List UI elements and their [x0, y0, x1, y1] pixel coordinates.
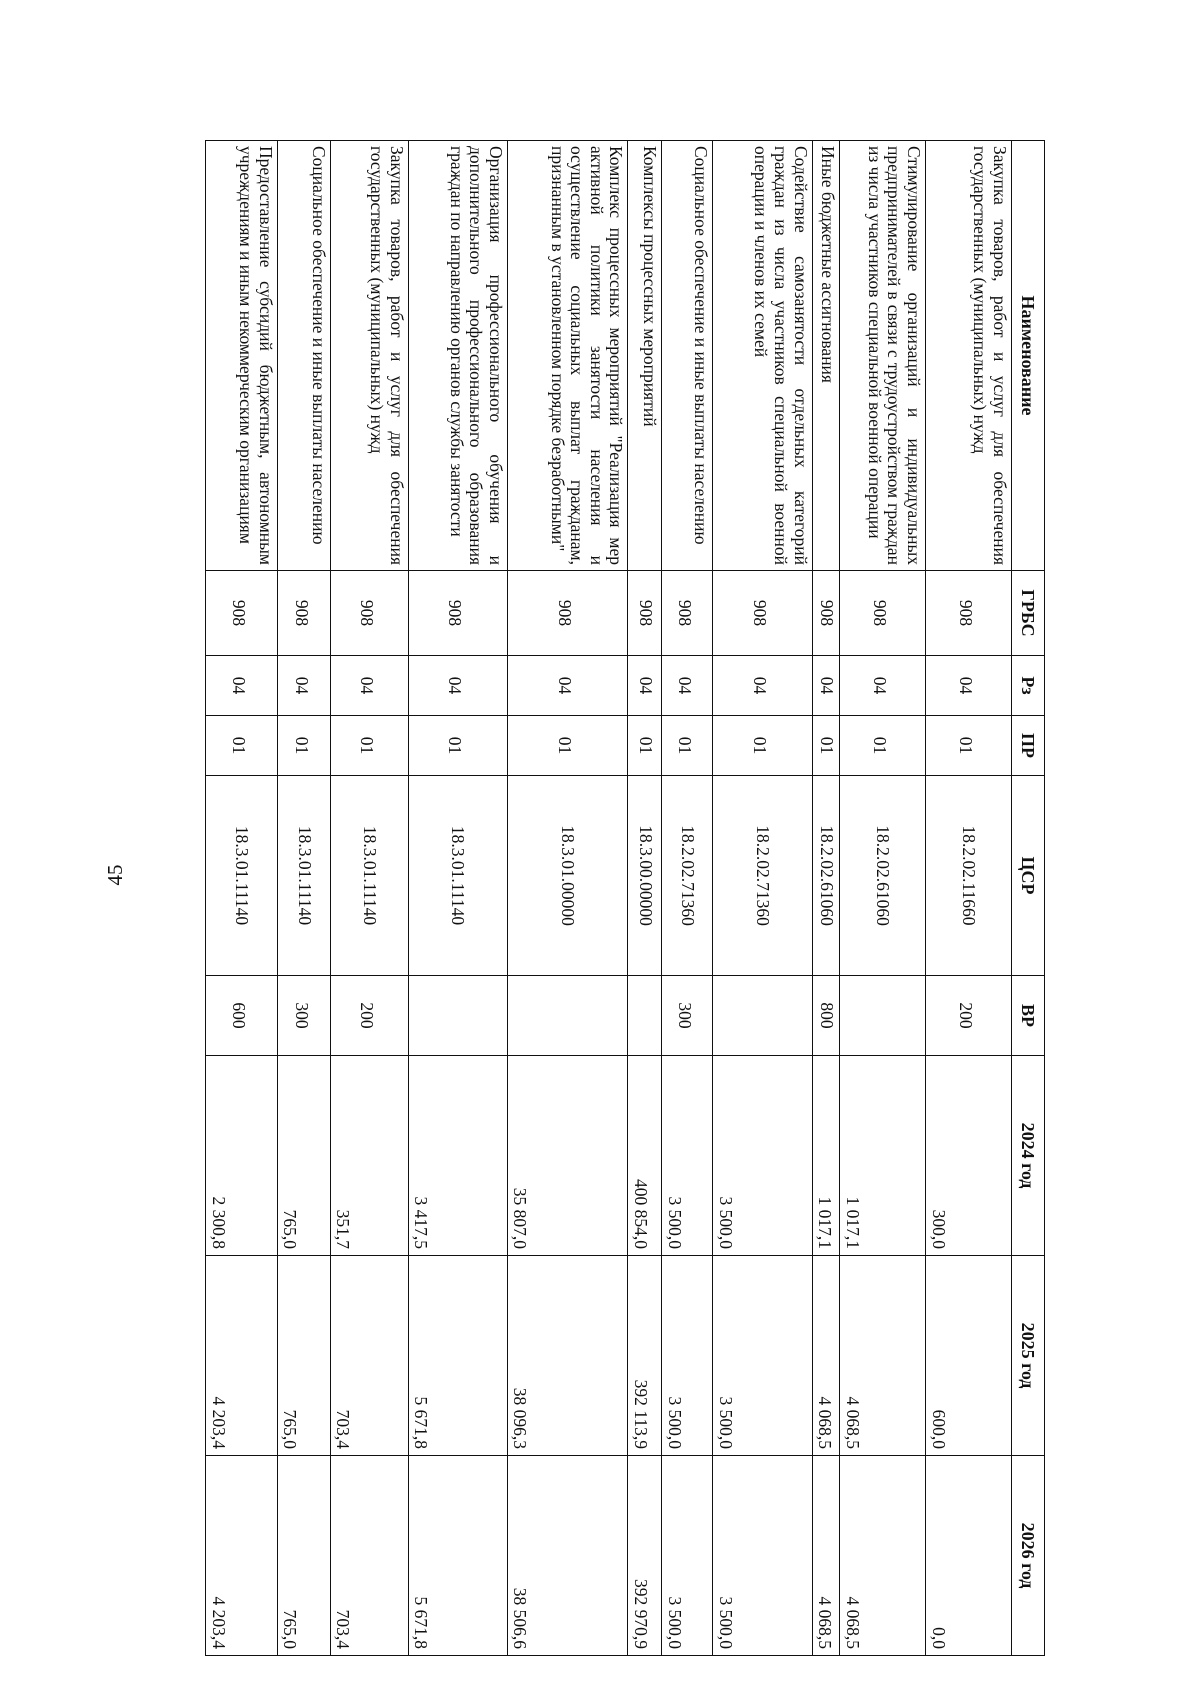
cell-pr: 01	[926, 716, 1012, 776]
cell-grbs: 908	[840, 571, 926, 656]
cell-rz: 04	[628, 656, 662, 716]
cell-2025: 38 096,3	[507, 1256, 628, 1456]
cell-pr: 01	[408, 716, 507, 776]
cell-2024: 400 854,0	[628, 1056, 662, 1256]
cell-name: Социальное обеспечение и иные выплаты населению	[662, 141, 713, 571]
cell-2026: 392 970,9	[628, 1456, 662, 1656]
cell-2026: 765,0	[277, 1456, 330, 1656]
cell-2026: 4 068,5	[840, 1456, 926, 1656]
cell-name: Содействие самозанятости отдельных категорий граждан из числа участников специальной военной операции и членов их семей	[713, 141, 812, 571]
header-name: Наименование	[1012, 141, 1045, 571]
cell-grbs: 908	[713, 571, 812, 656]
cell-csr: 18.3.01.00000	[507, 776, 628, 976]
cell-2025: 392 113,9	[628, 1256, 662, 1456]
table-row	[840, 141, 926, 1656]
cell-csr: 18.2.02.71360	[713, 776, 812, 976]
cell-grbs: 908	[662, 571, 713, 656]
header-csr: ЦСР	[1012, 776, 1045, 976]
table-row	[812, 141, 840, 1656]
rotated-table-container	[205, 140, 1045, 1655]
cell-name: Предоставление субсидий бюджетным, автономным учреждениям и иным некоммерческим организациям	[206, 141, 278, 571]
cell-grbs: 908	[206, 571, 278, 656]
cell-vr	[713, 976, 812, 1056]
cell-vr	[628, 976, 662, 1056]
cell-name: Иные бюджетные ассигнования	[812, 141, 840, 571]
table-row	[277, 141, 330, 1656]
cell-rz: 04	[408, 656, 507, 716]
cell-csr: 18.2.02.61060	[812, 776, 840, 976]
cell-2024: 351,7	[330, 1056, 408, 1256]
header-grbs: ГРБС	[1012, 571, 1045, 656]
cell-2026: 38 506,6	[507, 1456, 628, 1656]
cell-2026: 4 203,4	[206, 1456, 278, 1656]
cell-pr: 01	[812, 716, 840, 776]
cell-rz: 04	[330, 656, 408, 716]
header-2025: 2025 год	[1012, 1256, 1045, 1456]
cell-rz: 04	[812, 656, 840, 716]
cell-vr: 200	[330, 976, 408, 1056]
cell-vr: 200	[926, 976, 1012, 1056]
cell-rz: 04	[507, 656, 628, 716]
cell-pr: 01	[628, 716, 662, 776]
header-rz: Рз	[1012, 656, 1045, 716]
cell-2024: 300,0	[926, 1056, 1012, 1256]
cell-vr	[408, 976, 507, 1056]
cell-csr: 18.3.01.11140	[206, 776, 278, 976]
cell-2025: 703,4	[330, 1256, 408, 1456]
cell-rz: 04	[713, 656, 812, 716]
cell-2025: 600,0	[926, 1256, 1012, 1456]
table-row	[713, 141, 812, 1656]
cell-2024: 1 017,1	[840, 1056, 926, 1256]
cell-vr	[507, 976, 628, 1056]
table-row	[408, 141, 507, 1656]
cell-name: Социальное обеспечение и иные выплаты населению	[277, 141, 330, 571]
cell-rz: 04	[277, 656, 330, 716]
cell-rz: 04	[926, 656, 1012, 716]
cell-2025: 5 671,8	[408, 1256, 507, 1456]
cell-rz: 04	[840, 656, 926, 716]
header-2024: 2024 год	[1012, 1056, 1045, 1256]
cell-grbs: 908	[628, 571, 662, 656]
cell-name: Стимулирование организаций и индивидуальных предпринимателей в связи с трудоустройством граждан из числа участников специальной военной операции	[840, 141, 926, 571]
cell-csr: 18.2.02.61060	[840, 776, 926, 976]
header-pr: ПР	[1012, 716, 1045, 776]
cell-pr: 01	[330, 716, 408, 776]
table-row	[662, 141, 713, 1656]
cell-grbs: 908	[812, 571, 840, 656]
cell-csr: 18.3.01.11140	[277, 776, 330, 976]
cell-pr: 01	[662, 716, 713, 776]
cell-2024: 35 807,0	[507, 1056, 628, 1256]
cell-2024: 2 300,8	[206, 1056, 278, 1256]
cell-2025: 4 068,5	[840, 1256, 926, 1456]
cell-vr: 800	[812, 976, 840, 1056]
cell-2024: 3 417,5	[408, 1056, 507, 1256]
cell-vr: 300	[277, 976, 330, 1056]
cell-2025: 3 500,0	[713, 1256, 812, 1456]
cell-pr: 01	[277, 716, 330, 776]
cell-vr: 300	[662, 976, 713, 1056]
cell-2026: 0,0	[926, 1456, 1012, 1656]
cell-csr: 18.2.02.71360	[662, 776, 713, 976]
cell-csr: 18.3.00.00000	[628, 776, 662, 976]
cell-name: Комплекс процессных мероприятий "Реализация мер активной политики занятости населения и осуществление социальных выплат гражданам, признанным в установленном порядке безработными"	[507, 141, 628, 571]
cell-2025: 4 203,4	[206, 1256, 278, 1456]
cell-grbs: 908	[408, 571, 507, 656]
cell-rz: 04	[662, 656, 713, 716]
cell-2025: 765,0	[277, 1256, 330, 1456]
cell-name: Организация профессионального обучения и дополнительного профессионального образования граждан по направлению органов службы занятости	[408, 141, 507, 571]
table-header-row	[1012, 141, 1045, 1656]
table-row	[628, 141, 662, 1656]
cell-2025: 4 068,5	[812, 1256, 840, 1456]
cell-2024: 765,0	[277, 1056, 330, 1256]
table-row	[206, 141, 278, 1656]
cell-csr: 18.3.01.11140	[330, 776, 408, 976]
cell-2026: 4 068,5	[812, 1456, 840, 1656]
table-row	[330, 141, 408, 1656]
cell-2026: 5 671,8	[408, 1456, 507, 1656]
cell-2024: 3 500,0	[713, 1056, 812, 1256]
cell-vr: 600	[206, 976, 278, 1056]
cell-vr	[840, 976, 926, 1056]
cell-grbs: 908	[507, 571, 628, 656]
page-number: 45	[103, 864, 127, 886]
cell-2024: 1 017,1	[812, 1056, 840, 1256]
cell-name: Закупка товаров, работ и услуг для обеспечения государственных (муниципальных) нужд	[926, 141, 1012, 571]
cell-pr: 01	[840, 716, 926, 776]
cell-name: Комплексы процессных мероприятий	[628, 141, 662, 571]
header-2026: 2026 год	[1012, 1456, 1045, 1656]
cell-2026: 3 500,0	[662, 1456, 713, 1656]
cell-name: Закупка товаров, работ и услуг для обеспечения государственных (муниципальных) нужд	[330, 141, 408, 571]
table-row	[926, 141, 1012, 1656]
cell-csr: 18.3.01.11140	[408, 776, 507, 976]
cell-pr: 01	[206, 716, 278, 776]
cell-2026: 703,4	[330, 1456, 408, 1656]
cell-pr: 01	[713, 716, 812, 776]
cell-grbs: 908	[926, 571, 1012, 656]
cell-grbs: 908	[330, 571, 408, 656]
table-row	[507, 141, 628, 1656]
cell-pr: 01	[507, 716, 628, 776]
cell-2024: 3 500,0	[662, 1056, 713, 1256]
cell-2025: 3 500,0	[662, 1256, 713, 1456]
cell-grbs: 908	[277, 571, 330, 656]
cell-rz: 04	[206, 656, 278, 716]
cell-csr: 18.2.02.11660	[926, 776, 1012, 976]
cell-2026: 3 500,0	[713, 1456, 812, 1656]
budget-table	[205, 140, 1045, 1656]
header-vr: ВР	[1012, 976, 1045, 1056]
